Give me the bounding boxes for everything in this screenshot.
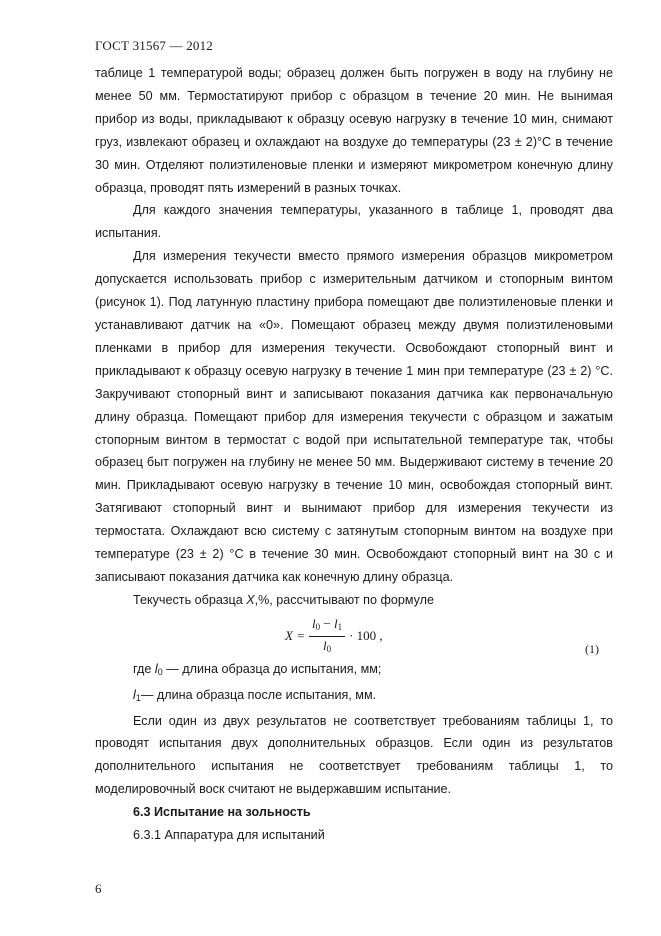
- numerator-l1: l: [333, 615, 338, 631]
- legend-l1-sub: 1: [135, 692, 141, 703]
- paragraph-flow-device: Для измерения текучести вместо прямого измерения образцов микрометром допускается использовать прибор с измерительным датчиком и стопорным винтом (рисунок 1). Под латунную пластину прибора помещают две полиэтиленовые пленки и устанавливают датчик на «0». Помещают образец между двумя полиэтиленовыми пленками в прибор для измерения текучести. Освобождают стопорный винт и прикладывают к образцу осевую нагрузку в течение 1 мин при температуре (23 ± 2) °С. Закручивают стопорный винт и записывают показания датчика как первоначальную длину образца. Помещают прибор для измерения текучести с образцом и зажатым стопорным винтом в термостат с водой при испытательной температуре так, чтобы образец быт погружен на глубину не менее 50 мм. Выдерживают систему в течение 20 мин. Прикладывают осевую нагрузку в течение 10 мин, освобождая стопорный винт. Затягивают стопорный винт и вынимают прибор для измерения текучести из термостата. Охлаждают всю систему с затянутым стопорным винтом на воздухе при температуре (23 ± 2) °С в течение 30 мин. Освобождают стопорный винт на 30 с и записывают показания датчика как конечную длину образца.: [95, 249, 613, 584]
- flow-formula: [285, 616, 383, 657]
- formula-lhs: X =: [285, 627, 305, 643]
- formula-intro-variable: X: [246, 592, 255, 607]
- denominator-l0-sub: 0: [326, 643, 332, 654]
- formula-intro-text-a: Текучесть образца: [133, 592, 247, 607]
- numerator-l0-sub: 0: [315, 621, 321, 632]
- paragraph-two-tests: Для каждого значения температуры, указанного в таблице 1, проводят два испытания.: [95, 203, 613, 241]
- legend-l0-sub: 0: [157, 666, 163, 677]
- paragraph-formula-intro: [95, 589, 613, 612]
- legend-l0-text: — длина образца до испытания, мм;: [162, 661, 382, 676]
- equation-number: (1): [585, 641, 599, 656]
- numerator-minus: −: [320, 615, 334, 631]
- formula-numerator: [309, 616, 345, 637]
- numerator-l0: l: [311, 615, 316, 631]
- document-body: [95, 62, 613, 847]
- formula-denominator: [323, 637, 331, 657]
- legend-l1: [95, 684, 613, 710]
- subsection-heading-apparatus: 6.3.1 Аппаратура для испытаний: [133, 828, 325, 843]
- paragraph-extra-samples: Если один из двух результатов не соответствует требованиям таблицы 1, то проводят испытания двух дополнительных образцов. Если один из результатов дополнительного испытания не соответствует требованиям таблицы 1, то моделировочный воск считают не выдержавшим испытание.: [95, 713, 613, 797]
- numerator-l1-sub: 1: [337, 621, 343, 632]
- paragraph-continuation: таблице 1 температурой воды; образец должен быть погружен в воду на глубину не менее 50 мм. Термостатируют прибор с образцом в течение 20 мин. Не вынимая прибор из воды, прикладывают к образцу осевую нагрузку в течение 10 мин, снимают груз, извлекают образец и охлаждают на воздухе до температуры (23 ± 2)°С в течение 30 мин. Отделяют полиэтиленовые пленки и измеряют микрометром конечную длину образца, проводят пять измерений в разных точках.: [95, 66, 613, 195]
- legend-l1-text: — длина образца после испытания, мм.: [140, 687, 377, 702]
- legend-l0-prefix: где: [133, 661, 155, 676]
- standard-header: ГОСТ 31567 — 2012: [95, 38, 214, 53]
- legend-l0: [95, 658, 613, 684]
- formula-fraction: [309, 616, 345, 657]
- legend-l0-symbol: l: [154, 661, 158, 676]
- formula-tail: · 100 ,: [349, 627, 383, 643]
- section-heading-ash: 6.3 Испытание на зольность: [133, 805, 311, 820]
- page-number: 6: [95, 881, 102, 896]
- formula-intro-text-b: ,%, рассчитывают по формуле: [254, 592, 435, 607]
- legend-l1-symbol: l: [133, 687, 136, 702]
- denominator-l0: l: [322, 637, 327, 653]
- formula-block: [95, 612, 613, 658]
